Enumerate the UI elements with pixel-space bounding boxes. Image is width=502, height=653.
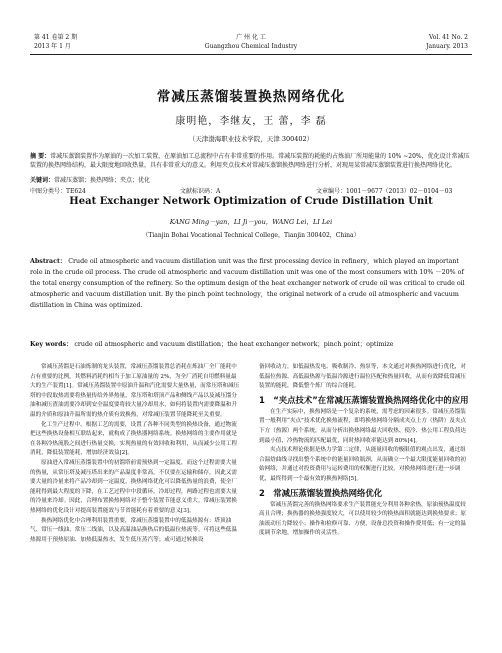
authors-en: KANG Ming－yan，LI Ji－you，WANG Lei，LI Lei (169, 218, 333, 226)
issue-date-en: January. 2013 (426, 43, 468, 50)
section-heading-1: 1 “夹点技术”在常减压蒸馏装置换热网络优化中的应用 (259, 394, 469, 405)
journal-name-zh: 广 州 化 工 (236, 34, 266, 41)
journal-name-en: Guangzhou Chemical Industry (204, 43, 298, 50)
issue-date: 2013 年 1 月 (34, 43, 71, 50)
paper-title-zh: 常减压蒸馏装置换热网络优化 (156, 89, 346, 105)
abstract-en-text: Crude oil atmospheric and vacuum distillation unit was the first processing device in refinery，which played an important role in the crude oil process. The crude oil atmospheric and vacuum distillation unit was one of the most consumers with 10% －20% of the total energy consumption of the refinery. So the optimum design of the heat exchanger network of crude oil was critical to crude oil atmospheric and vacuum distillation unit. By the pinch point technology，the original network of a crude oil atmospheric and vacuum distillation in China was optimized. (30, 258, 465, 309)
clc-number: 中图分类号：TE624 (30, 188, 86, 195)
abstract-zh-text: 常减压蒸馏装置作为原油的一次加工装置，在原油加工总流程中占有非常重要的作用。常减压装置的耗能约占炼油厂所用能量的 10% ~20%，优化设计常减压装置的换热网络结构，最大限度地回收热量，具有非常重大的意义。利用夹点技术对常减压蒸馏换热网络进行分析，对现用某常减压蒸馏装置进行换热网络优化。 (30, 153, 470, 169)
keywords-en-label: Key words： (30, 341, 73, 348)
paragraph: 备回收动力，如低温热发电、吸收制冷、热泵等，本文通过对换热网络进行优化，对低温位热源、高低温热源与低温冷源进行温位匹配和热量回收，从而有效降低常减压装置的能耗，降低整个炼厂的综合能耗。 (259, 364, 466, 390)
affiliation-zh: （天津渤海职业技术学院，天津 300402） (188, 135, 314, 143)
keywords-en (30, 340, 472, 349)
abstract-zh-label: 摘 要： (30, 153, 51, 160)
document-code: 文献标识码：A (180, 188, 221, 195)
paragraph: 常减压蒸馏是石油炼制的龙头装置，常减压蒸馏装置总消耗在炼油厂全厂能耗中占有重要的比例，其燃料消耗约相当于加工原油量的 2%，为全厂消耗自用燃料量最大的生产装置[1]。常减压蒸馏装置中原油升温和汽化需要大量热量，而常压塔和减压塔的中段取热需要将热量传给外界热量，常压塔和塔顶产品和侧线产品以及减压馏分油和减压渣油需要冷却到安全温度要将较大量冷却用水，如何将装置内需要降温和升温的介质和原油升温所需的热介质有效换热，对常减压装置节能降耗至关重要。 (30, 364, 240, 418)
article-number: 文章编号：1001－9677（2013）02－0104－03 (316, 188, 453, 195)
paragraph: 换热网络优化中合理利用装置重要，常减压蒸馏装置中的低温热源有：塔顶油气、常压一线油、常压二线油，以及高温油品换热后的低温位热流等。可将这些低温热源用于预热原油、加热低温热水，发生低压蒸汽等；或可通过转换设 (30, 517, 237, 543)
volume-issue: 第 41 卷第 2 期 (34, 34, 78, 41)
paragraph: 常减压蒸馏完善的换热网络要求生产装置能充分利用各种余热，原油预热温度较高且合理；换热器的换热强度较大，可以使用较少的换热面积就能达到换热要求；原油流动压力降较小；操作和检修可靠、方便，设备总投资和操作费用低；有一定的温度调节余地，增加操作的灵活性。 (259, 501, 466, 537)
header-divider (30, 54, 472, 55)
body-left-column (30, 363, 240, 545)
authors-zh: 康明艳，李继友，王 蕾，李 磊 (175, 116, 327, 127)
paragraph: 原油进入常减压蒸馏装置中的初馏塔前需预热到一定温度，而这个过程需要大量的热量，从常压塔及减压塔出来的产品温度非常高，不仅要在运输和储存，因此又需要大量的冷量来将产品冷却到一定温度，换热网络优化可以降低热量的浪费，使全厂能耗得到最大程度的下降，在工艺过程中中段循环，冷却过程，两路过程也需要大量的冷量来冷却。因此，合理布置换热网络对于整个装置节能意义重大。常减压装置换热网络的优化设计对提高装置能效与节省能耗有着重要的意义[3]。 (30, 459, 237, 514)
keywords-zh-label: 关键词： (30, 177, 55, 184)
keywords-zh-text: 常减压蒸馏；换热网络；夹点；优化 (54, 177, 151, 184)
section-heading-2: 2 常减压蒸馏装置换热网络优化 (259, 487, 383, 498)
volume-issue-en: Vol. 41 No. 2 (428, 34, 468, 41)
keywords-zh (30, 176, 472, 185)
abstract-zh (30, 152, 472, 170)
body-right-column (259, 363, 469, 539)
abstract-en (30, 256, 472, 311)
keywords-en-text: crude oil atmospheric and vacuum distillation；the heat exchanger network；pinch point；optimize (74, 341, 394, 348)
paragraph: 夹点技术理论依据是热力学第二定律，从能量回收的极限值的观点出发，通过组合温焓曲线寻找出整个系统中的能量回收瓶颈，从而确立一个最大限度能量回收的初始网络，并通过对投资费用与运转费用的权衡进行比较，对换热网络进行进一步调优，最终得到一个最有效的换热网络[5]。 (259, 447, 466, 482)
paper-title-en: Heat Exchanger Network Optimization of Crude Distillation Unit (69, 196, 433, 207)
abstract-en-label: Abstract： (30, 258, 67, 265)
affiliation-en: （Tianjin Bohai Vocational Technical College，Tianjin 300402，China） (142, 232, 360, 239)
paragraph: 化工生产过程中，根据工艺的需要，设置了各种不同类型的换热设备，通过物流把这些换热设备相互联结起来，就构成了换热器网络系统。换热网络的主要作用就是在各种冷热流股之间进行热量交换，实现热量的有效回收和利用，从而减少公用工程消耗，降低装置能耗，增加经济效益[2]。 (30, 421, 237, 457)
paragraph: 在生产实际中，换热网络是一个复杂的系统，需考虑的因素很多。常减压蒸馏装置一般利用“夹点”技术优化换热流程，即将换热网络分隔成夹点上方（热阱）及夹点下方（热源）两个系统，从而分析出换热网络最大回收热、使冷、热公用工程负荷达到最小值，冷热物流的匹配最优，同时热回收率能达到 80%[4]。 (259, 408, 467, 444)
